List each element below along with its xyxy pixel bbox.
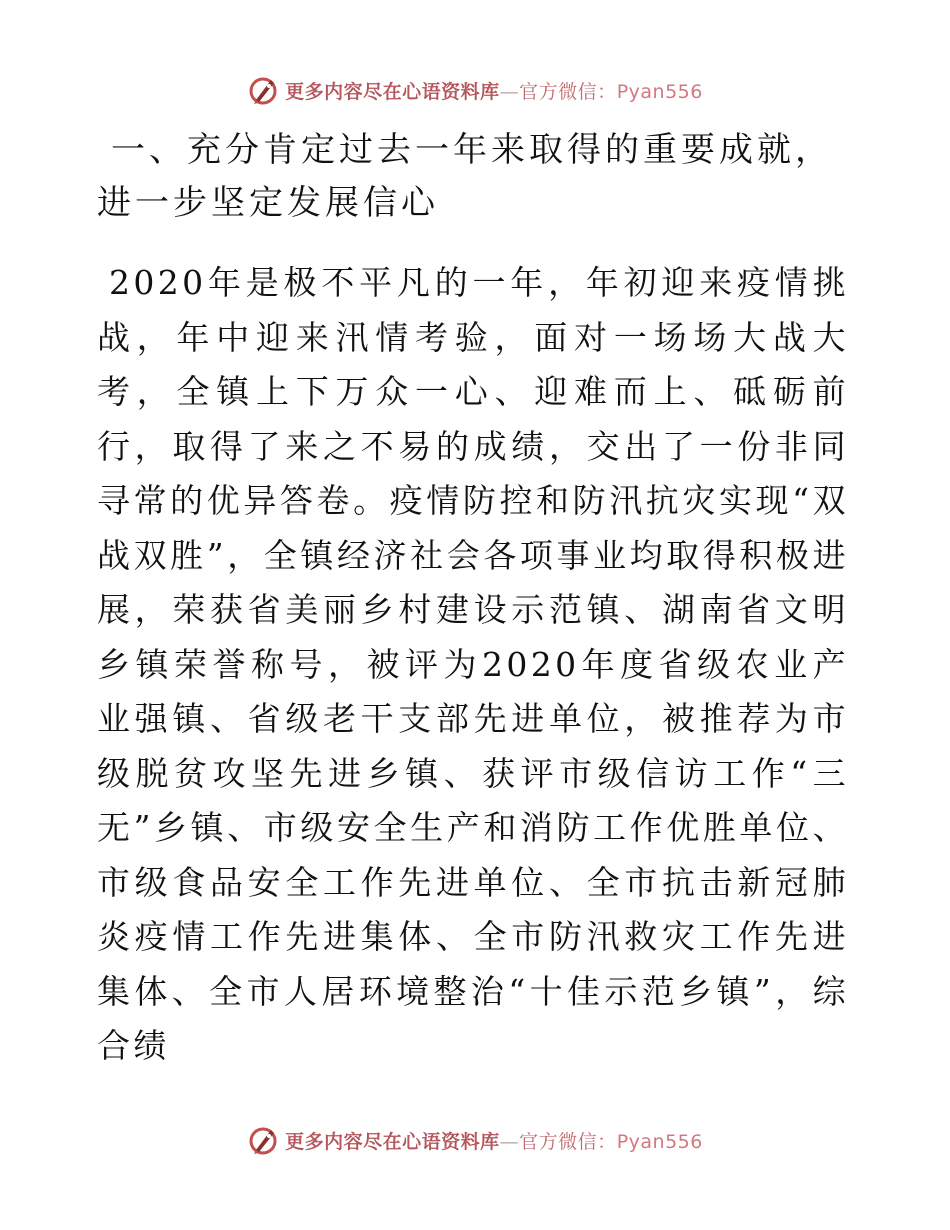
quill-pen-logo-icon <box>247 74 279 106</box>
footer-banner <box>0 1120 950 1160</box>
header-banner-text <box>285 77 703 104</box>
header-wechat-id: Pyan556 <box>616 80 703 103</box>
footer-banner-content <box>247 1124 703 1156</box>
footer-wechat-id: Pyan556 <box>616 1130 703 1153</box>
header-banner <box>0 70 950 110</box>
header-banner-separator: — <box>499 80 520 103</box>
footer-banner-label: 更多内容尽在心语资料库 <box>285 1130 500 1153</box>
footer-banner-separator: — <box>499 1130 520 1153</box>
header-banner-content <box>247 74 703 106</box>
quill-pen-logo-icon <box>247 1124 279 1156</box>
header-banner-label: 更多内容尽在心语资料库 <box>285 80 500 103</box>
footer-banner-text <box>285 1127 703 1154</box>
section-heading: 一、充分肯定过去一年来取得的重要成就，进一步坚定发展信心 <box>97 130 833 223</box>
header-wechat-label: 官方微信： <box>519 80 617 103</box>
body-paragraph: 2020年是极不平凡的一年，年初迎来疫情挑战，年中迎来汛情考验，面对一场场大战大考，全镇上下万众一心、迎难而上、砥砺前行，取得了来之不易的成绩，交出了一份非同寻常的优异答卷。疫情防控和防汛抗灾实现“双战双胜”，全镇经济社会各项事业均取得积极进展，荣获省美丽乡村建设示范镇、湖南省文明乡镇荣誉称号，被评为2020年度省级农业产业强镇、省级老干支部先进单位，被推荐为市级脱贫攻坚先进乡镇、获评市级信访工作“三无”乡镇、市级安全生产和消防工作优胜单位、市级食品安全工作先进单位、全市抗击新冠肺炎疫情工作先进集体、全市防汛救灾工作先进集体、全市人居环境整治“十佳示范乡镇”，综合绩 <box>97 263 849 1065</box>
footer-wechat-label: 官方微信： <box>519 1130 617 1153</box>
